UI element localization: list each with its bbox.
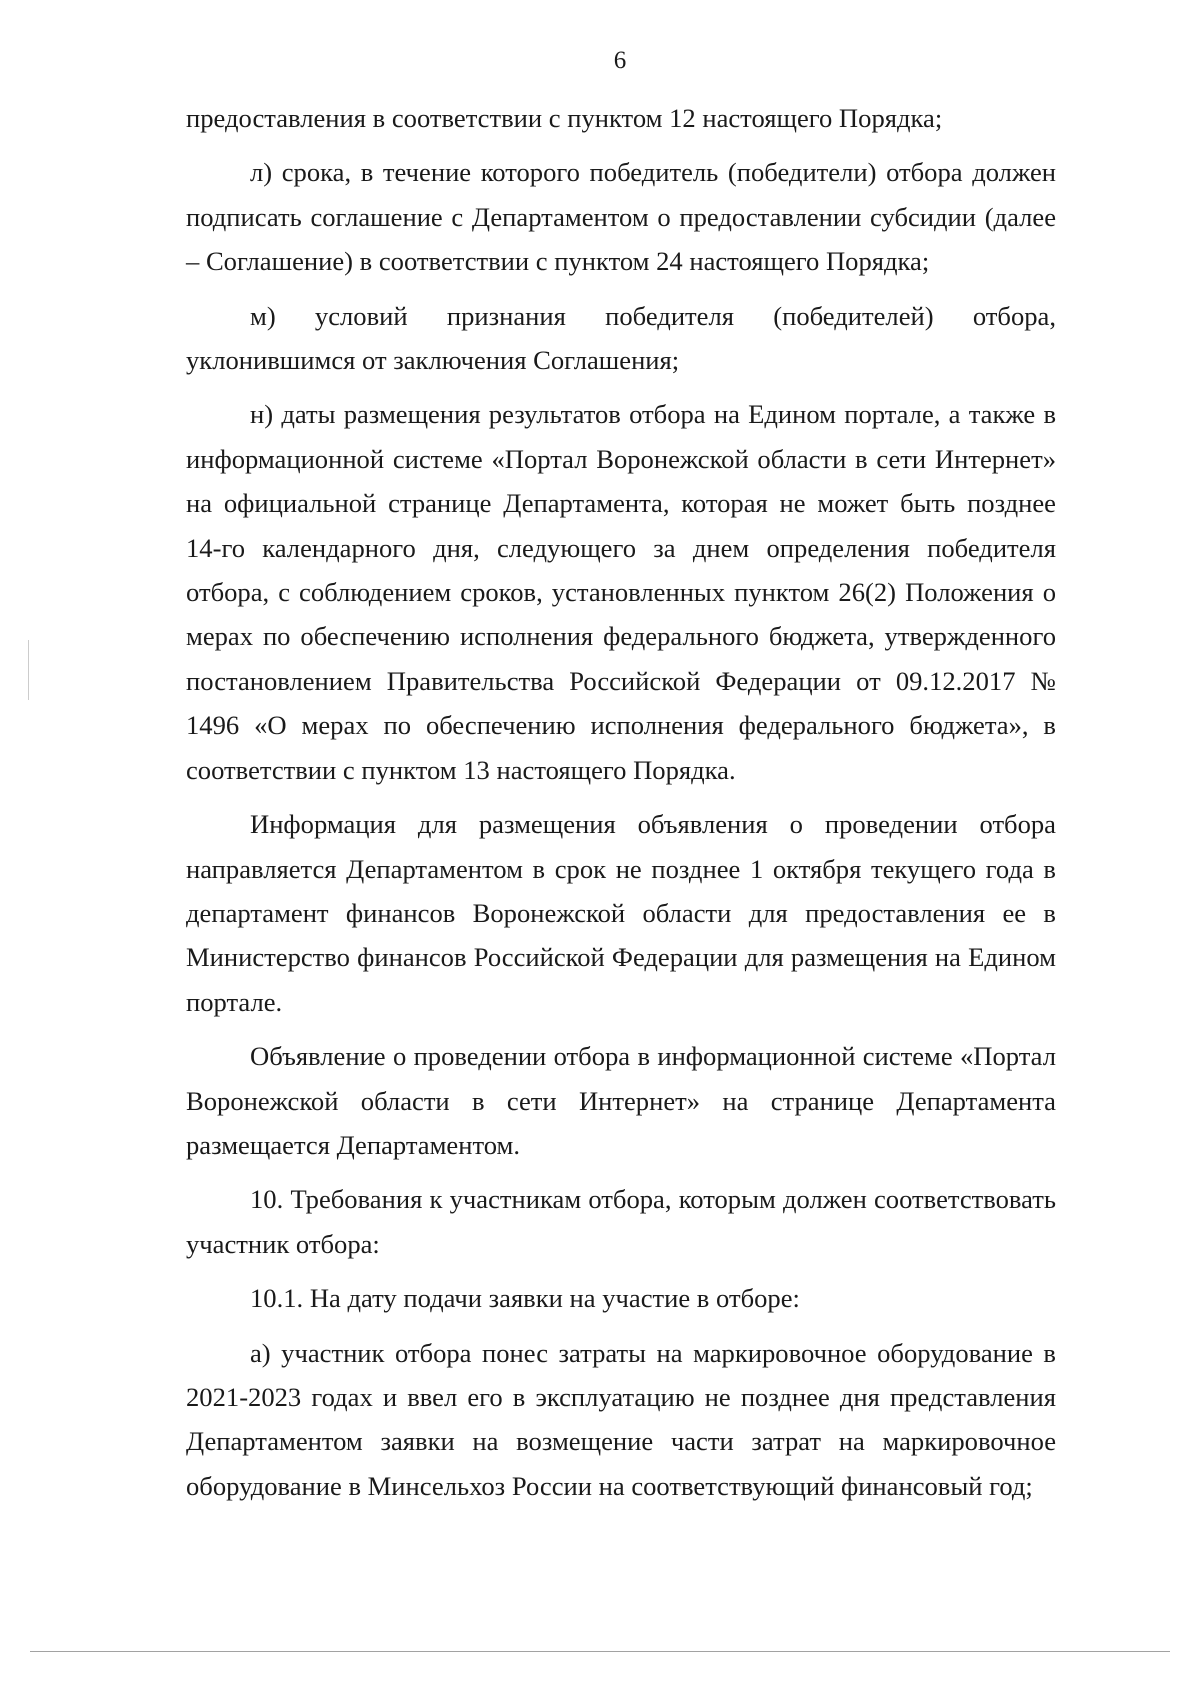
paragraph-item-l: л) срока, в течение которого победитель (победители) отбора должен подписать соглашение с Департаментом о предоставлении субсидии (далее – Соглашение) в соответствии с пунктом 24 настоящего Порядка; [186, 157, 1056, 277]
scan-bottom-edge [30, 1651, 1170, 1652]
paragraph-section-10: 10. Требования к участникам отбора, которым должен соответствовать участник отбора: [186, 1184, 1056, 1259]
page-number: 6 [613, 47, 627, 74]
paragraph-item-a: а) участник отбора понес затраты на маркировочное оборудование в 2021-2023 годах и ввел его в эксплуатацию не позднее дня представления Департаментом заявки на возмещение части затрат на маркировочное оборудование в Минсельхоз России на соответствующий финансовый год; [186, 1337, 1056, 1501]
paragraph-continuation: предоставления в соответствии с пунктом 12 настоящего Порядка; [186, 103, 943, 133]
document-body [186, 96, 1056, 1508]
paragraph-section-10-1: 10.1. На дату подачи заявки на участие в отборе: [250, 1283, 800, 1314]
paragraph-announcement-portal: Объявление о проведении отбора в информационной системе «Портал Воронежской области в сети Интернет» на странице Департамента размещается Департаментом. [186, 1041, 1056, 1160]
scan-margin-mark [28, 640, 29, 700]
paragraph-item-m: м) условий признания победителя (победителей) отбора, уклонившимся от заключения Соглашения; [186, 300, 1056, 376]
paragraph-announcement-info: Информация для размещения объявления о проведении отбора направляется Департаментом в срок не позднее 1 октября текущего года в департамент финансов Воронежской области для предоставления ее в Министерство финансов Российской Федерации для размещения на Едином портале. [186, 809, 1056, 1017]
paragraph-item-n: н) даты размещения результатов отбора на Едином портале, а также в информационной системе «Портал Воронежской области в сети Интернет» на официальной странице Департамента, которая не может быть позднее 14-го календарного дня, следующего за днем определения победителя отбора, с соблюдением сроков, установленных пунктом 26(2) Положения о мерах по обеспечению исполнения федерального бюджета, утвержденного постановлением Правительства Российской Федерации от 09.12.2017 № 1496 «О мерах по обеспечению исполнения федерального бюджета», в соответствии с пунктом 13 настоящего Порядка. [186, 399, 1056, 785]
